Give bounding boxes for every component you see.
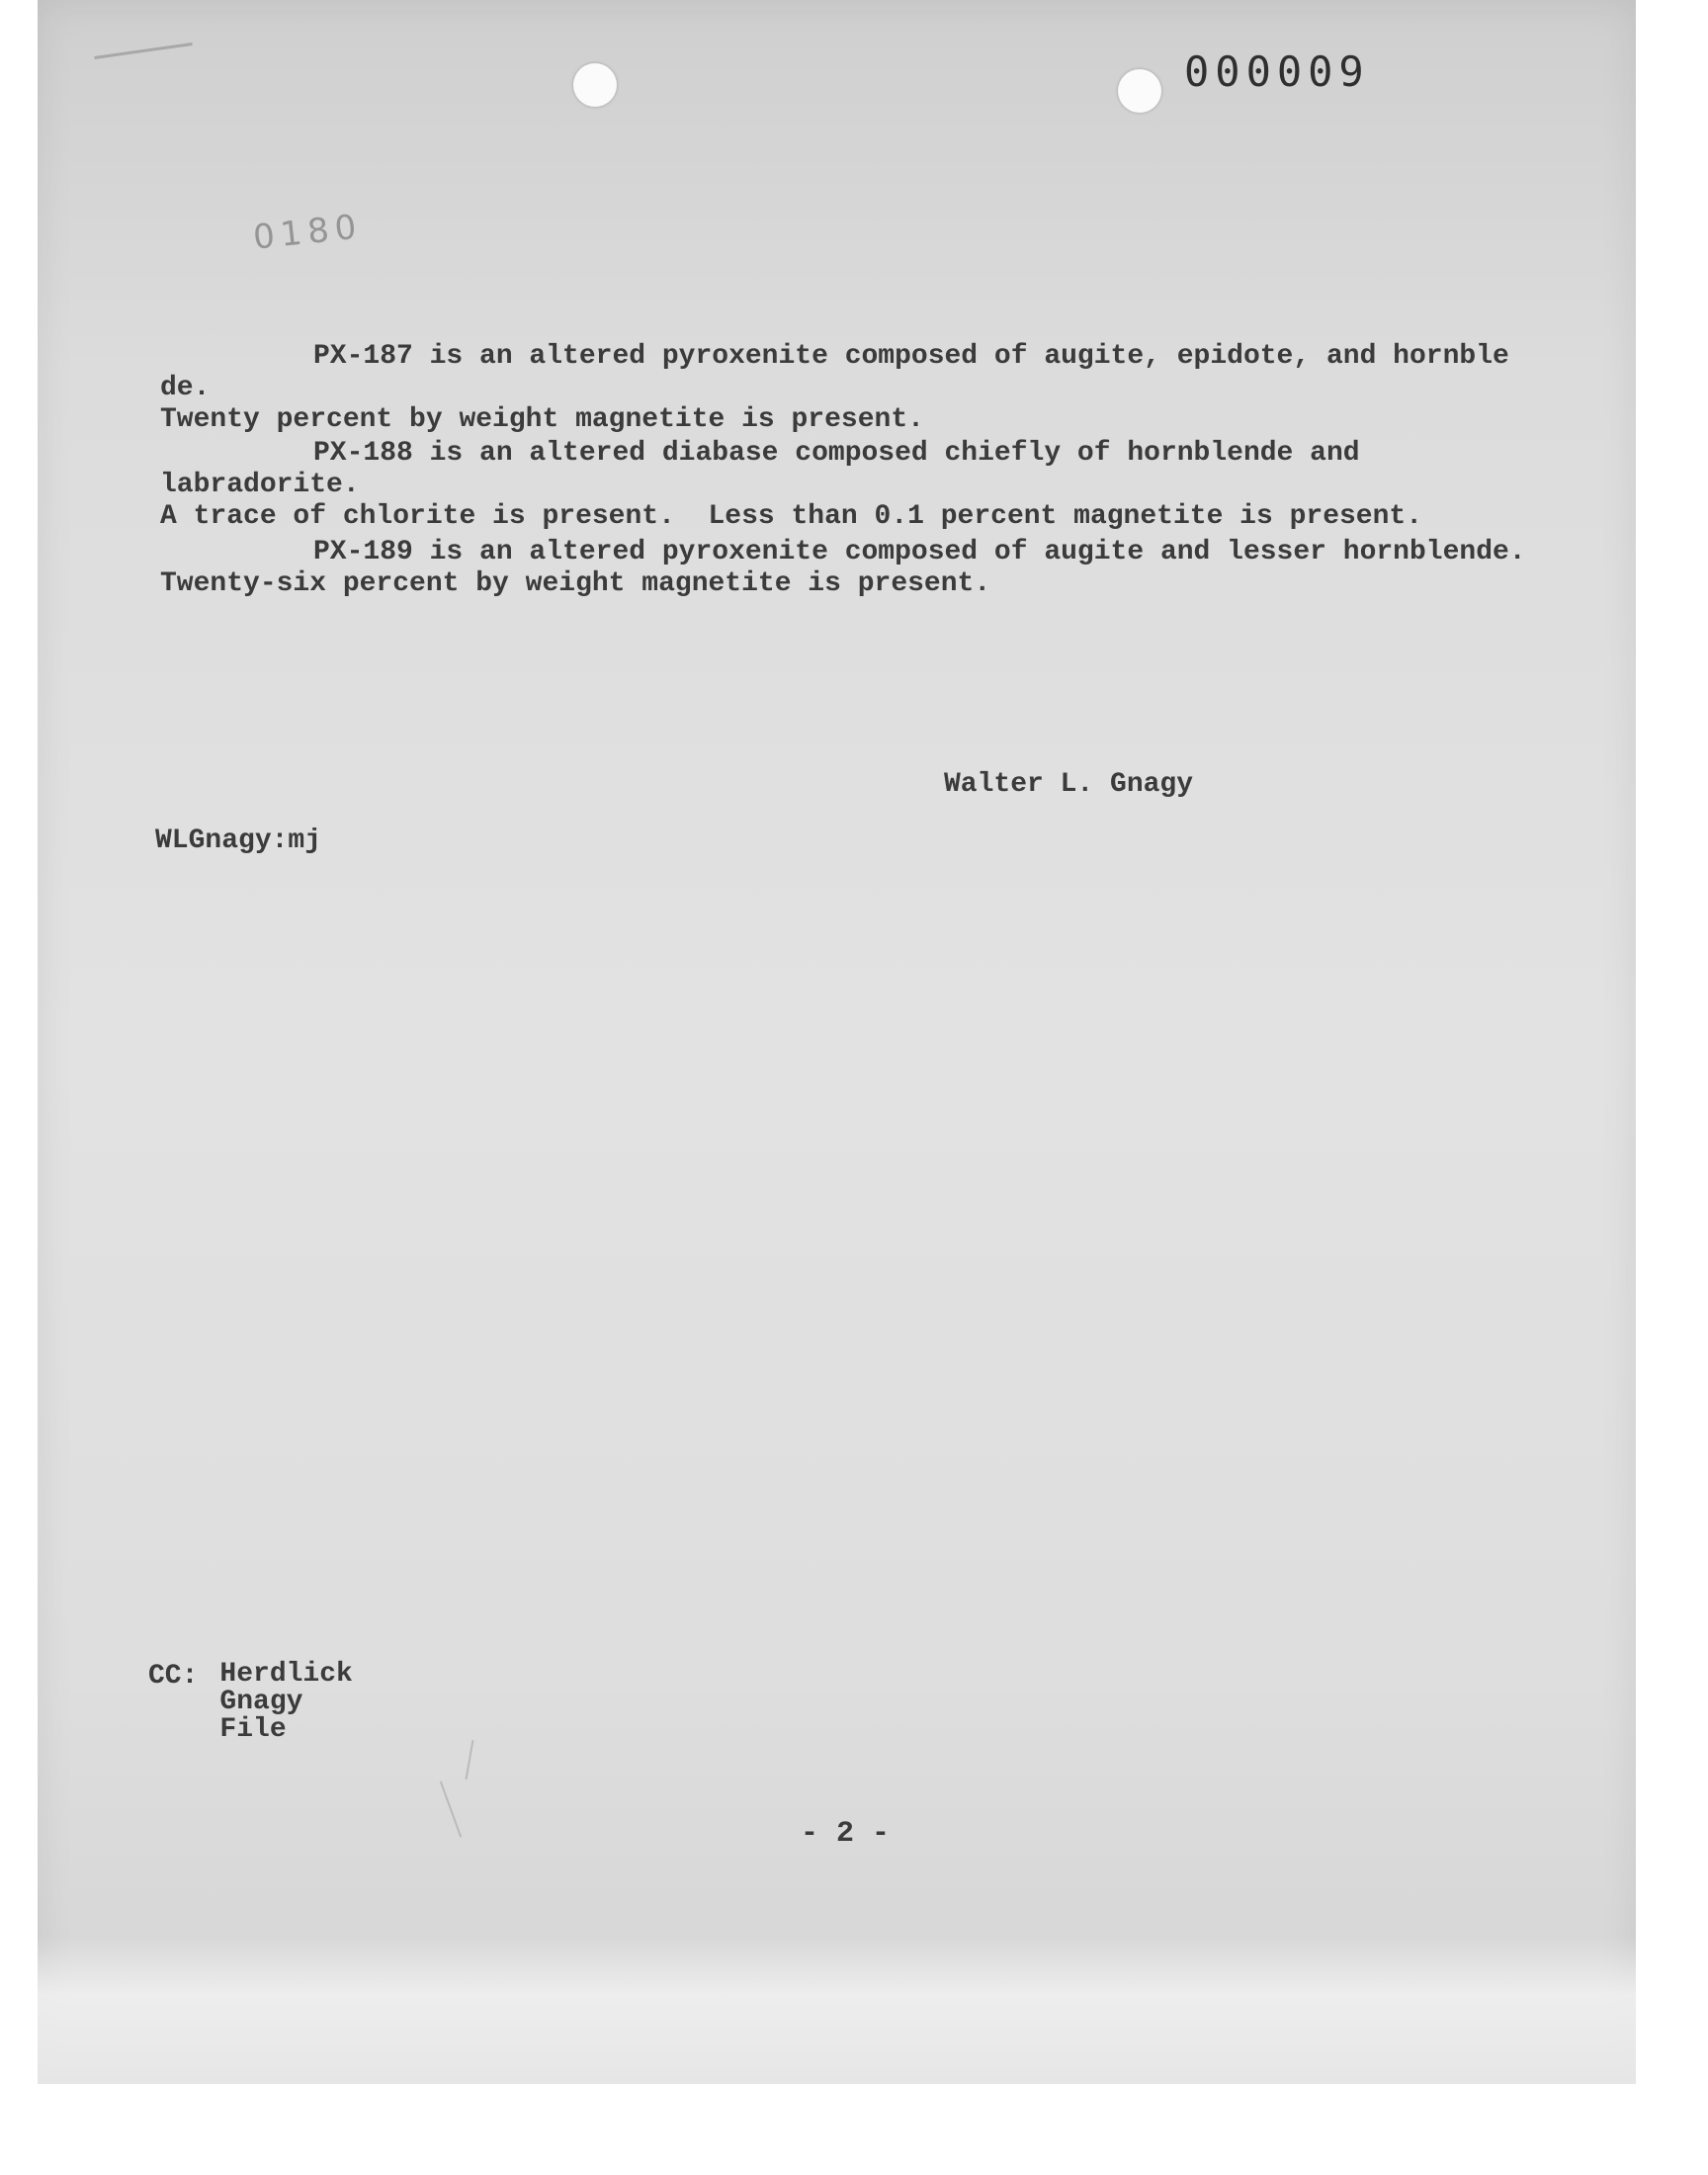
- paragraph-line: A trace of chlorite is present. Less than 0.1 percent magnetite is present.: [160, 501, 1423, 532]
- cc-recipient-list: [219, 1661, 352, 1744]
- punch-hole-right: [1118, 69, 1161, 113]
- signature-name: Walter L. Gnagy: [944, 769, 1194, 800]
- punch-hole-left: [573, 63, 617, 107]
- cc-recipient: Herdlick: [219, 1659, 353, 1690]
- paragraph-line: PX-189 is an altered pyroxenite composed of augite and lesser hornblende.: [313, 537, 1526, 567]
- paragraph-line: PX-187 is an altered pyroxenite composed of augite, epidote, and hornble de.: [160, 341, 1526, 403]
- cc-block: [148, 1661, 353, 1744]
- paragraph-line: Twenty-six percent by weight magnetite is present.: [160, 568, 991, 599]
- paragraph-line: PX-188 is an altered diabase composed chiefly of hornblende and labradorite.: [160, 438, 1377, 500]
- paragraph-px-188: [160, 438, 1564, 533]
- paragraph-line: Twenty percent by weight magnetite is present.: [160, 404, 924, 435]
- page-bottom-shading: [38, 1936, 1636, 2084]
- cc-label: CC:: [148, 1661, 199, 1692]
- document-page: [38, 0, 1636, 2084]
- paragraph-px-187: [160, 341, 1564, 436]
- document-stamp-number: 000009: [1184, 47, 1370, 96]
- paragraph-px-189: [160, 537, 1564, 600]
- faint-bleed-through-number: 0180: [251, 207, 365, 258]
- typist-initials: WLGnagy:mj: [155, 826, 322, 856]
- cc-recipient: File: [219, 1714, 287, 1745]
- cc-recipient: Gnagy: [219, 1687, 303, 1717]
- page-number: - 2 -: [801, 1817, 891, 1851]
